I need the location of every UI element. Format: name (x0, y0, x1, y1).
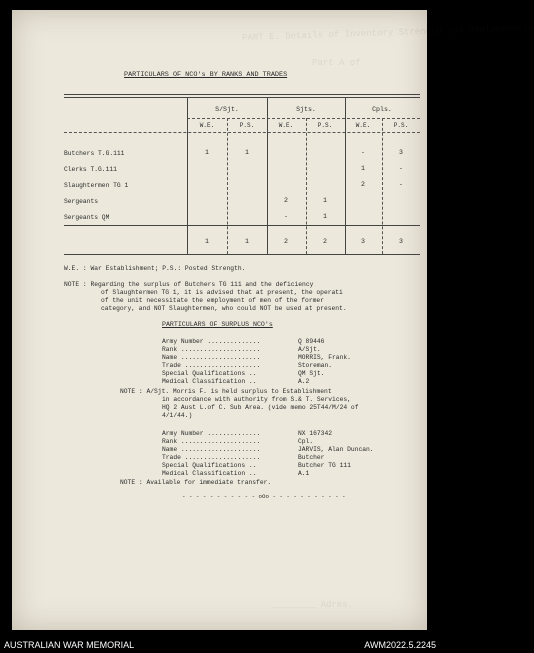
total-cell: 1 (205, 238, 209, 245)
table-cell: - (399, 165, 403, 172)
sub-header: W.E. (278, 122, 294, 129)
table-top-rule (64, 97, 420, 98)
table-cell: - (284, 213, 288, 220)
total-cell: 2 (284, 238, 288, 245)
document-page (12, 10, 534, 630)
legend-text: W.E. : War Establishment; P.S.: Posted Strength. (64, 265, 246, 272)
note-line: NOTE : Regarding the surplus of Butchers TG 111 and the deficiency (64, 281, 314, 288)
note-line: 4/1/44.) (162, 412, 193, 419)
column-divider (306, 118, 307, 254)
archive-name: AUSTRALIAN WAR MEMORIAL (4, 640, 135, 650)
field-label: Army Number .............. (162, 430, 261, 437)
table-cell: 1 (323, 213, 327, 220)
field-value: Butcher (298, 454, 325, 461)
field-label: Name ..................... (162, 354, 261, 361)
field-label: Medical Classification .. (162, 470, 257, 477)
table-cell: 3 (399, 149, 403, 156)
column-divider (267, 97, 268, 254)
end-mark: - - - - - - - - - - - oOo - - - - - - - - - - - (182, 493, 346, 500)
subheader-rule (187, 118, 420, 119)
note-line: category, and NOT Slaughtermen, who could NOT be used at present. (101, 305, 347, 312)
field-value: Cpl. (298, 438, 314, 445)
column-divider (345, 97, 346, 254)
column-divider (227, 118, 228, 254)
table-cell: 1 (323, 197, 327, 204)
table-top-rule (64, 94, 420, 95)
field-label: Name ..................... (162, 446, 261, 453)
row-label: Sergeants QM (64, 214, 110, 221)
total-cell: 3 (361, 238, 365, 245)
row-label: Butchers T.G.111 (64, 150, 125, 157)
field-label: Rank ..................... (162, 346, 261, 353)
sub-header: P.S. (317, 122, 333, 129)
archive-reference: AWM2022.5.2245 (364, 640, 436, 650)
archive-footer (0, 638, 440, 653)
field-value: Storeman. (298, 362, 333, 369)
total-cell: 2 (323, 238, 327, 245)
total-cell: 1 (245, 238, 249, 245)
table-cell: - (399, 181, 403, 188)
group-header: Sjts. (296, 106, 316, 113)
field-value: NX 167342 (298, 430, 333, 437)
sub-header: W.E. (355, 122, 371, 129)
total-cell: 3 (399, 238, 403, 245)
field-value: A.1 (298, 470, 310, 477)
note-line: HQ 2 Aust L.of C. Sub Area. (vide memo 25T44/M/24 of (162, 404, 359, 411)
sub-header: W.E. (199, 122, 215, 129)
field-value: A.2 (298, 378, 310, 385)
note-line: of Slaughtermen TG 1, it is advised that at present, the operati (101, 289, 343, 296)
field-label: Rank ..................... (162, 438, 261, 445)
bleed-through-text: PART E. Details of Inventory Strength and Replacements (241, 22, 534, 44)
note-line: NOTE : Available for immediate transfer. (120, 479, 272, 486)
table-cell: 2 (361, 181, 365, 188)
field-value: JARVIS, Alan Duncan. (298, 446, 374, 453)
page-title: PARTICULARS OF NCO's BY RANKS AND TRADES (124, 71, 288, 79)
column-divider (187, 97, 188, 254)
sub-header: P.S. (393, 122, 409, 129)
bleed-through-text: ________ Adres. (272, 600, 354, 610)
field-label: Special Qualifications .. (162, 462, 257, 469)
field-label: Army Number .............. (162, 338, 261, 345)
field-value: MORRIS, Frank. (298, 354, 351, 361)
note-line: of the unit necessitate the employment of men of the former (101, 297, 324, 304)
sub-header: P.S. (239, 122, 255, 129)
field-value: A/Sjt. (298, 346, 321, 353)
table-bottom-rule (64, 254, 420, 255)
column-divider (382, 118, 383, 254)
totals-rule (64, 225, 420, 226)
row-label: Sergeants (64, 198, 99, 205)
group-header: Cpls. (372, 106, 392, 113)
table-cell: - (361, 149, 365, 156)
row-label: Clerks T.G.111 (64, 166, 117, 173)
note-line: in accordance with authority from S.& T. Services, (162, 396, 351, 403)
table-cell: 1 (205, 149, 209, 156)
group-header: S/Sjt. (215, 106, 239, 113)
field-label: Medical Classification .. (162, 378, 257, 385)
table-cell: 1 (361, 165, 365, 172)
note-line: NOTE : A/Sjt. Morris F. is held surplus to Establishment (120, 388, 332, 395)
field-value: Butcher TG 111 (298, 462, 351, 469)
surplus-title: PARTICULARS OF SURPLUS NCO's (162, 321, 273, 328)
field-label: Special Qualifications .. (162, 370, 257, 377)
field-value: Q 89446 (298, 338, 325, 345)
table-cell: 1 (245, 149, 249, 156)
header-rule (64, 132, 420, 133)
field-value: QM Sjt. (298, 370, 325, 377)
bleed-through-text: Part A of (312, 58, 361, 68)
field-label: Trade .................... (162, 362, 261, 369)
field-label: Trade .................... (162, 454, 261, 461)
table-cell: 2 (284, 197, 288, 204)
row-label: Slaughtermen TG 1 (64, 182, 129, 189)
